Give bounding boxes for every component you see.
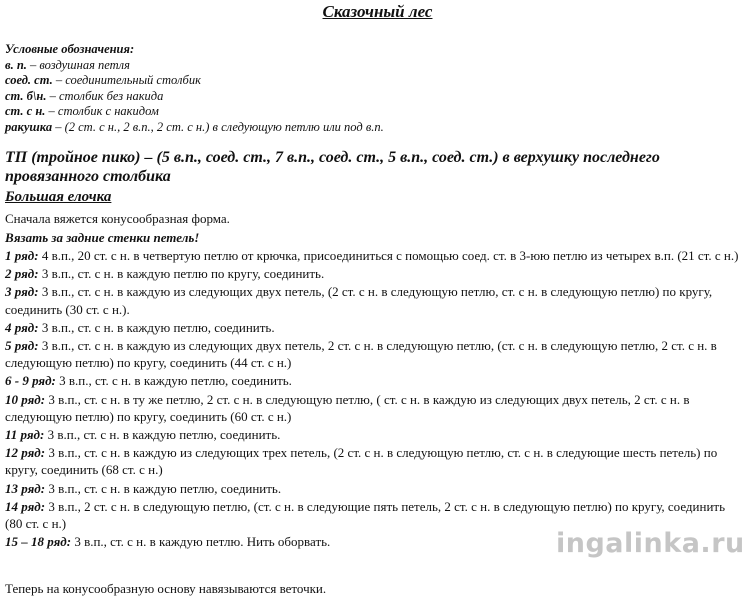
row-instructions [5, 247, 745, 551]
row-label: 4 ряд: [5, 319, 39, 335]
intro-text: Сначала вяжется конусообразная форма. [5, 211, 230, 226]
row-text: 3 в.п., ст. с н. в каждую из следующих трех петель, (2 ст. с н. в следующую петлю, ст. с н. в следующие шесть петель) по кругу, соединить (68 ст. с н.) [5, 445, 718, 478]
row-label: 1 ряд: [5, 248, 39, 263]
row-label: 12 ряд: [5, 445, 46, 461]
row-text: 3 в.п., ст. с н. в каждую петлю, соединить. [38, 319, 275, 335]
row-label: 2 ряд: [5, 266, 39, 282]
triple-picot-definition: ТП (тройное пико) – (5 в.п., соед. ст., 7 в.п., соед. ст., 5 в.п., соед. ст.) в верхушку последнего провязанного столбика [5, 149, 660, 185]
legend-def: – столбик с накидом [45, 104, 159, 119]
legend-item [5, 58, 384, 74]
legend-term: соед. ст. [5, 73, 53, 88]
legend-item [5, 73, 384, 89]
instruction-row [5, 337, 745, 371]
legend-item [5, 89, 384, 105]
row-text: 3 в.п., ст. с н. в каждую петлю по кругу, соединить. [38, 266, 325, 282]
section-heading: Большая елочка [5, 189, 112, 205]
instruction-row [5, 283, 745, 317]
row-label: 3 ряд: [5, 284, 39, 300]
instruction-row [5, 372, 745, 389]
row-text: 4 в.п., 20 ст. с н. в четвертую петлю от крючка, присоединиться с помощью соед. ст. в 3-юю петлю из четырех в.п. (21 ст. с н.) [38, 248, 739, 263]
back-loops-note: Вязать за задние стенки петель! [5, 230, 200, 245]
row-text: 3 в.п., ст. с н. в каждую петлю. Нить оборвать. [71, 534, 331, 550]
row-label: 5 ряд: [5, 338, 39, 354]
row-label: 11 ряд: [5, 427, 45, 443]
instruction-row [5, 391, 745, 425]
row-label: 13 ряд: [5, 480, 46, 496]
instruction-row [5, 480, 745, 497]
row-text: 3 в.п., ст. с н. в каждую петлю, соединить. [45, 480, 282, 496]
row-label: 14 ряд: [5, 498, 46, 514]
legend-def: – воздушная петля [26, 57, 130, 72]
legend-item [5, 120, 384, 136]
instruction-row [5, 265, 745, 282]
page-title: Сказочный лес [322, 2, 433, 21]
instruction-row [5, 247, 745, 264]
legend-def: – столбик без накида [46, 88, 164, 103]
legend-term: ракушка [5, 119, 53, 134]
row-label: 10 ряд: [5, 391, 46, 407]
row-text: 3 в.п., ст. с н. в каждую из следующих двух петель, (2 ст. с н. в следующую петлю, ст. с н. в следующую петлю) по кругу, соединить (30 ст. с н.). [5, 284, 713, 317]
row-label: 15 – 18 ряд: [5, 534, 72, 550]
site-watermark: ingalinka.ru [556, 528, 745, 559]
row-text: 3 в.п., ст. с н. в каждую петлю, соединить. [44, 427, 281, 443]
instruction-row [5, 319, 745, 336]
legend-def: – соединительный столбик [52, 73, 201, 88]
legend-term: в. п. [5, 57, 27, 72]
legend-term: ст. б\н. [5, 88, 47, 103]
legend-item [5, 104, 384, 120]
legend-header: Условные обозначения: [5, 42, 135, 56]
row-text: 3 в.п., ст. с н. в каждую из следующих двух петель, 2 ст. с н. в следующую петлю, (ст. с н. в следующую петлю, 2 ст. с н. в следующую петлю) по кругу, соединить (44 ст. с н.) [5, 338, 717, 371]
instruction-row [5, 426, 745, 443]
row-text: 3 в.п., ст. с н. в ту же петлю, 2 ст. с н. в следующую петлю, ( ст. с н. в каждую из следующих двух петель, 2 ст. с н. в следующую петлю) по кругу, соединить (60 ст. с н.) [5, 391, 690, 424]
legend-def: – (2 ст. с н., 2 в.п., 2 ст. с н.) в следующую петлю или под в.п. [52, 119, 384, 134]
legend [5, 42, 384, 136]
instruction-row [5, 444, 745, 478]
closing-text: Теперь на конусообразную основу навязываются веточки. [5, 581, 327, 596]
row-label: 6 - 9 ряд: [5, 373, 56, 389]
row-text: 3 в.п., 2 ст. с н. в следующую петлю, (ст. с н. в следующие пять петель, 2 ст. с н. в следующую петлю) по кругу, соединить (80 ст. с н.) [5, 498, 726, 532]
row-text: 3 в.п., ст. с н. в каждую петлю, соединить. [55, 373, 292, 389]
legend-term: ст. с н. [5, 104, 46, 119]
